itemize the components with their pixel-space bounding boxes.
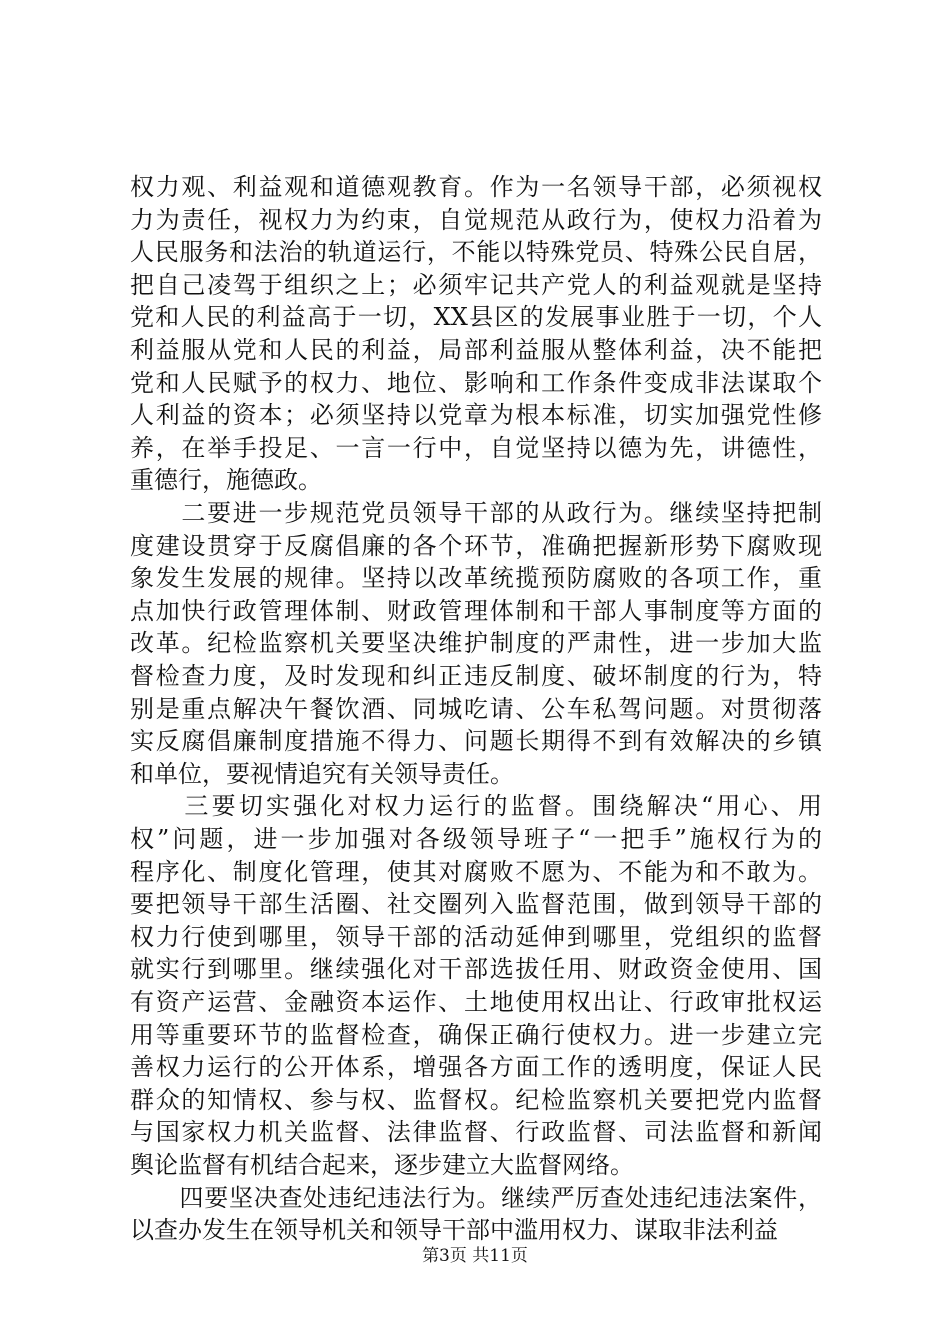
page-number-footer: 第3页 共11页 bbox=[422, 1246, 528, 1266]
text-line: 重德行，施德政。 bbox=[130, 466, 322, 495]
text-line: 与国家权力机关监督、法律监督、行政监督、司法监督和新闻 bbox=[130, 1118, 822, 1147]
text-line: 要把领导干部生活圈、社交圈列入监督范围，做到领导干部的 bbox=[130, 890, 822, 919]
text-line: 群众的知情权、参与权、监督权。纪检监察机关要把党内监督 bbox=[130, 1085, 822, 1114]
text-line: 党和人民赋予的权力、地位、影响和工作条件变成非法谋取个 bbox=[130, 368, 822, 397]
text-line: 权力行使到哪里，领导干部的活动延伸到哪里，党组织的监督 bbox=[130, 922, 822, 951]
text-line: 度建设贯穿于反腐倡廉的各个环节，准确把握新形势下腐败现 bbox=[130, 531, 822, 560]
text-line: 实反腐倡廉制度措施不得力、问题长期得不到有效解决的乡镇 bbox=[130, 727, 822, 756]
text-line: 就实行到哪里。继续强化对干部选拔任用、财政资金使用、国 bbox=[130, 955, 822, 984]
text-line: 权力观、利益观和道德观教育。作为一名领导干部，必须视权 bbox=[130, 173, 822, 201]
text-line: 人民服务和法治的轨道运行，不能以特殊党员、特殊公民自居， bbox=[130, 238, 822, 267]
text-line: 党和人民的利益高于一切，XX县区的发展事业胜于一切，个人 bbox=[130, 303, 822, 332]
text-line: 程序化、制度化管理，使其对腐败不愿为、不能为和不敢为。 bbox=[130, 857, 822, 886]
text-line: 养，在举手投足、一言一行中，自觉坚持以德为先，讲德性， bbox=[130, 433, 822, 462]
text-line: 点加快行政管理体制、财政管理体制和干部人事制度等方面的 bbox=[130, 596, 822, 625]
text-line: 有资产运营、金融资本运作、土地使用权出让、行政审批权运 bbox=[130, 988, 822, 1016]
text-line: 三要切实强化对权力运行的监督。围绕解决“用心、用 bbox=[130, 792, 822, 821]
text-line: 用等重要环节的监督检查，确保正确行使权力。进一步建立完 bbox=[130, 1020, 822, 1049]
text-line: 和单位，要视情追究有关领导责任。 bbox=[130, 759, 514, 788]
text-line: 别是重点解决午餐饮酒、同城吃请、公车私驾问题。对贯彻落 bbox=[130, 694, 822, 723]
text-line: 人利益的资本；必须坚持以党章为根本标准，切实加强党性修 bbox=[130, 401, 822, 430]
text-line: 四要坚决查处违纪违法行为。继续严厉查处违纪违法案件， bbox=[130, 1183, 822, 1212]
text-line: 力为责任，视权力为约束，自觉规范从政行为，使权力沿着为 bbox=[130, 205, 822, 234]
text-line: 二要进一步规范党员领导干部的从政行为。继续坚持把制 bbox=[130, 499, 822, 527]
text-line: 权”问题，进一步加强对各级领导班子“一把手”施权行为的 bbox=[130, 825, 822, 853]
text-line: 善权力运行的公开体系，增强各方面工作的透明度，保证人民 bbox=[130, 1053, 822, 1082]
text-line: 督检查力度，及时发现和纠正违反制度、破坏制度的行为，特 bbox=[130, 662, 822, 690]
text-line: 以查办发生在领导机关和领导干部中滥用权力、谋取非法利益 bbox=[130, 1216, 778, 1245]
text-line: 象发生发展的规律。坚持以改革统揽预防腐败的各项工作，重 bbox=[130, 564, 822, 593]
text-line: 舆论监督有机结合起来，逐步建立大监督网络。 bbox=[130, 1151, 634, 1179]
text-line: 把自己凌驾于组织之上；必须牢记共产党人的利益观就是坚持 bbox=[130, 270, 822, 299]
text-line: 改革。纪检监察机关要坚决维护制度的严肃性，进一步加大监 bbox=[130, 629, 822, 658]
text-line: 利益服从党和人民的利益，局部利益服从整体利益，决不能把 bbox=[130, 336, 822, 364]
